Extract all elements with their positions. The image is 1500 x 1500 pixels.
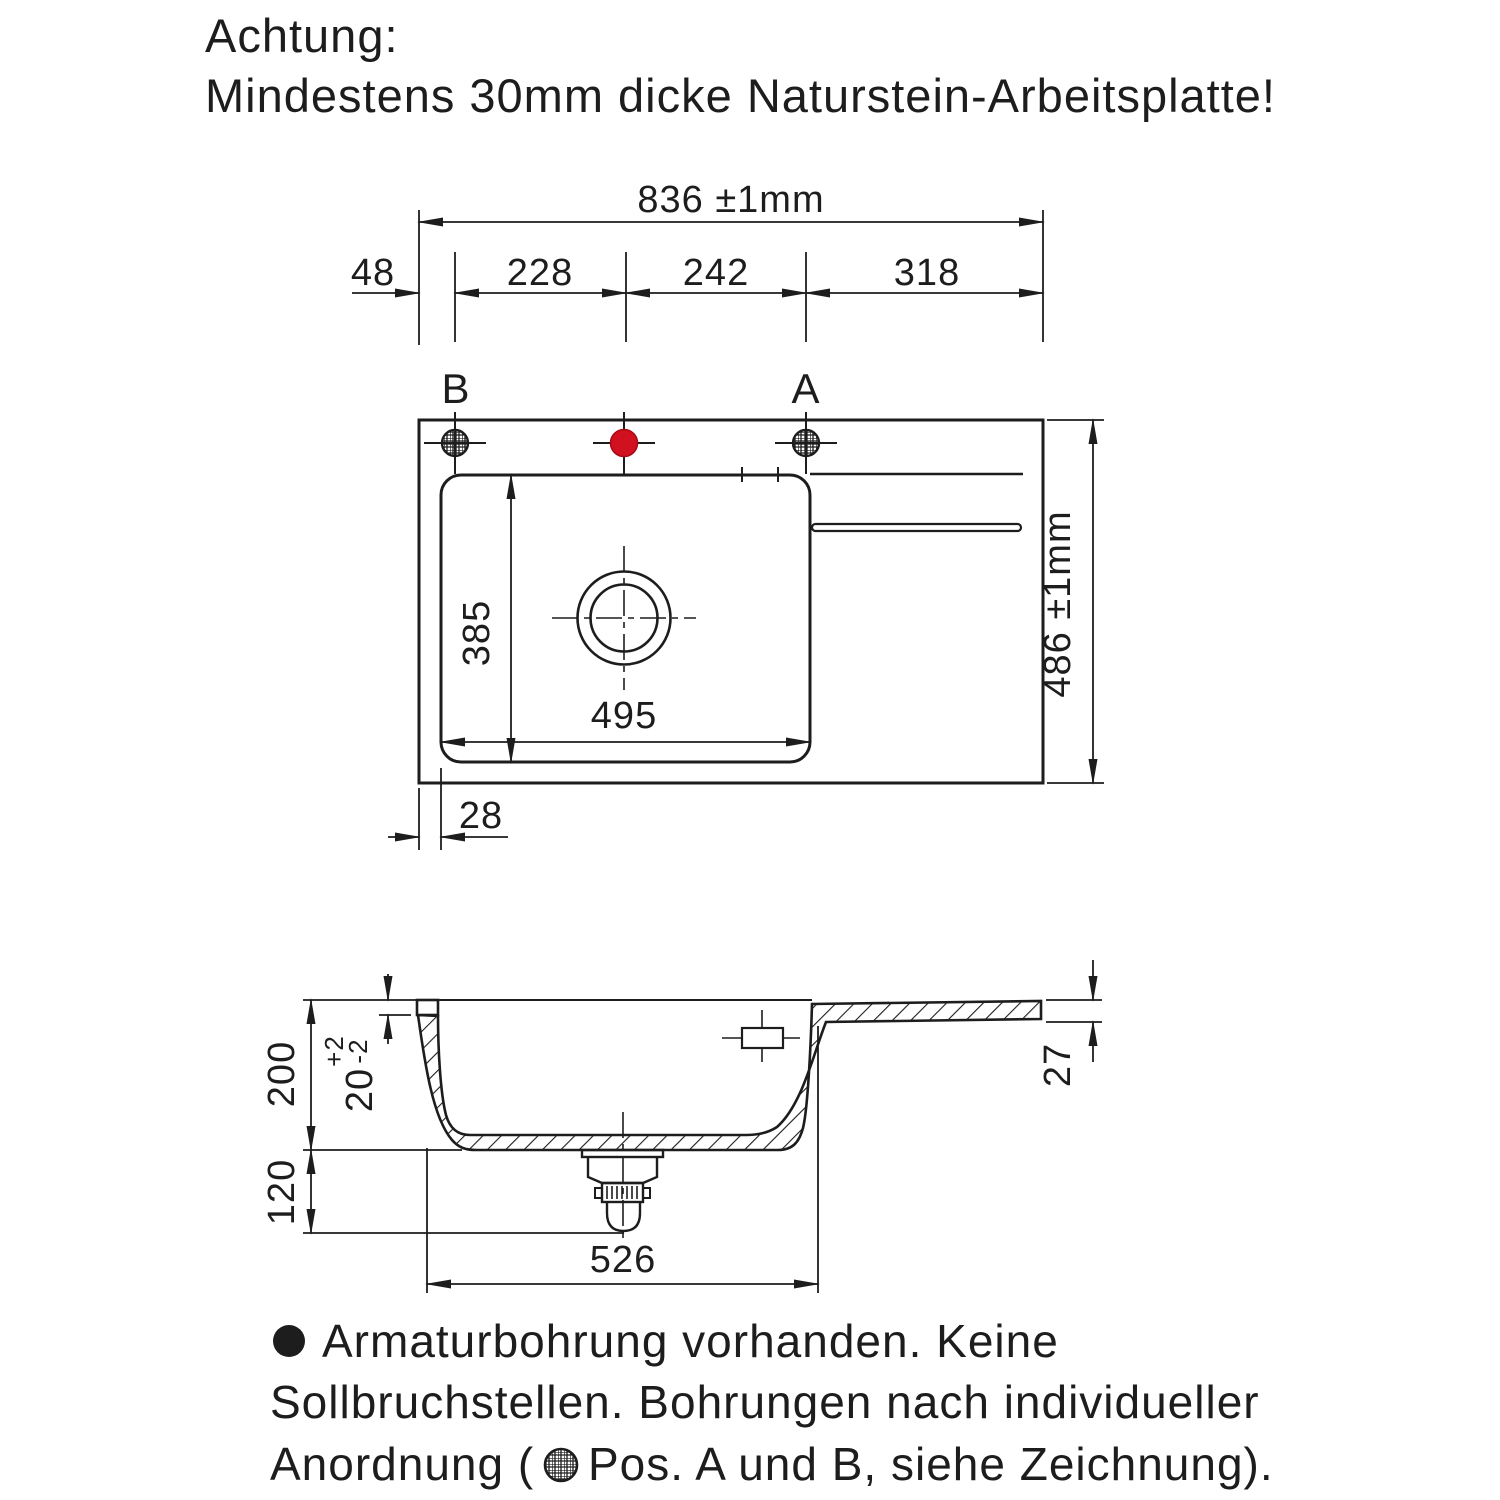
header-requirement: Mindestens 30mm dicke Naturstein-Arbeitsplatte! (205, 69, 1276, 122)
drainboard-groove (812, 524, 1021, 531)
corner-offset-extension-lines (419, 768, 441, 850)
crosshatch-hole-a-icon (793, 430, 819, 456)
bullet-filled-circle-icon (273, 1325, 305, 1357)
dim-board-thickness: 27 (1037, 1042, 1079, 1088)
dim-overall-depth: 486 ±1mm (1037, 510, 1079, 698)
footnote-line1: Armaturbohrung vorhanden. Keine (322, 1315, 1059, 1367)
section-body-hatched (418, 1001, 1041, 1150)
footnote-line3-after: Pos. A und B, siehe Zeichnung). (588, 1438, 1274, 1490)
footnote-line3-before: Anordnung ( (270, 1438, 535, 1490)
red-faucet-hole-icon (611, 430, 638, 457)
footnote-line2: Sollbruchstellen. Bohrungen nach individueller (270, 1376, 1260, 1428)
rim-tolerance-upper: +2 (319, 1035, 349, 1067)
dim-overall-width: 836 ±1mm (637, 179, 825, 221)
rim-tolerance-lower: -2 (343, 1038, 373, 1064)
dim-a-to-edge: 318 (893, 252, 961, 294)
crosshatch-position-icon (545, 1449, 577, 1481)
dim-left-offset: 48 (350, 252, 396, 294)
faucet-blind-hole-section (722, 1010, 800, 1062)
dim-bowl-height: 200 (261, 1040, 303, 1108)
rim-cap-section (417, 1000, 438, 1015)
crosshatch-hole-b-icon (442, 430, 468, 456)
header-attention: Achtung: (205, 9, 399, 62)
dim-drain-height: 120 (261, 1158, 303, 1226)
dim-bowl-width: 495 (590, 695, 658, 737)
dim-rim-thickness: 20 (339, 1067, 381, 1113)
dim-center-to-a: 242 (682, 252, 750, 294)
dim-bowl-outer-width: 526 (589, 1239, 657, 1281)
pos-b-label: B (441, 365, 471, 412)
pos-a-label: A (791, 365, 821, 412)
drain-opening-top-view (552, 546, 696, 690)
drain-assembly-section (582, 1112, 663, 1243)
dim-b-to-center: 228 (506, 252, 574, 294)
dim-corner-offset: 28 (458, 795, 504, 837)
dim-bowl-depth: 385 (456, 599, 498, 667)
